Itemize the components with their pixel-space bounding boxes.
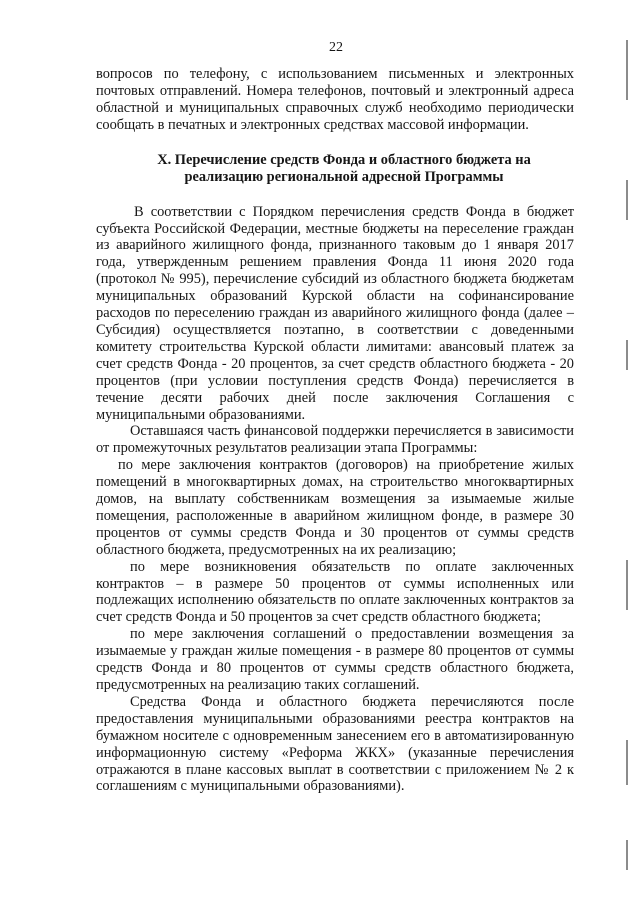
- paragraph-contracts-stage: по мере заключения контрактов (договоров) на приобретение жилых помещений в многоквартирных домах, на строительство многоквартирных домов, на выплату собственникам возмещения за изымаемые жилые помещения, расположенные в аварийном жилищном фонде, в размере 30 процентов от суммы средств Фонда и 30 процентов от суммы средств областного бюджета, предусмотренных на их реализацию;: [96, 457, 574, 558]
- intro-paragraph: вопросов по телефону, с использованием письменных и электронных почтовых отправлений. Номера телефонов, почтовый и электронный адреса областной и муниципальных справочных служб необходимо периодически сообщать в печатных и электронных средствах массовой информации.: [96, 66, 574, 133]
- section-heading: [96, 152, 574, 186]
- paragraph-obligations-stage: по мере возникновения обязательств по оплате заключенных контрактов – в размере 50 процентов от суммы исполненных или подлежащих исполнению обязательств по оплате заключенных контрактов за счет средств Фонда и 50 процентов за счет средств областного бюджета;: [96, 558, 574, 626]
- paragraph-transfer-procedure: В соответствии с Порядком перечисления средств Фонда в бюджет субъекта Российской Федерации, местные бюджеты на переселение граждан из аварийного жилищного фонда, признанного таковым до 1 января 2017 года, утвержденным решением правления Фонда 11 июня 2020 года (протокол № 995), перечисление субсидий из областного бюджета бюджетам муниципальных образований Курской области на софинансирование расходов по переселению граждан из аварийного жилищного фонда (далее – Субсидия) осуществляется поэтапно, в соответствии с доведенными комитету строительства Курской области лимитами: авансовый платеж за счет средств Фонда - 20 процентов, за счет средств областного бюджета - 20 процентов (при условии поступления средств Фонда) перечисляется в течение десяти рабочих дней после заключения Соглашения с муниципальными образованиями.: [96, 203, 574, 423]
- paragraph-remaining-support: Оставшаяся часть финансовой поддержки перечисляется в зависимости от промежуточных результатов реализации этапа Программы:: [96, 423, 574, 457]
- scan-mark: [626, 840, 628, 870]
- scan-margin-marks: [626, 40, 638, 870]
- document-body: [96, 66, 574, 795]
- scan-mark: [626, 180, 628, 220]
- section-heading-line-2: реализацию региональной адресной Программы: [184, 168, 504, 185]
- scan-mark: [626, 40, 628, 100]
- scan-mark: [626, 340, 628, 370]
- paragraph-compensation-stage: по мере заключения соглашений о предоставлении возмещения за изымаемые у граждан жилые помещения - в размере 80 процентов от суммы средств Фонда и 80 процентов от суммы средств областного бюджета, предусмотренных на реализацию таких соглашений.: [96, 626, 574, 693]
- section-heading-line-1: X. Перечисление средств Фонда и областного бюджета на: [157, 151, 531, 168]
- scan-mark: [626, 560, 628, 610]
- page-number: 22: [329, 40, 343, 55]
- scan-mark: [626, 740, 628, 785]
- paragraph-registry-submission: Средства Фонда и областного бюджета перечисляются после предоставления муниципальными образованиями реестра контрактов на бумажном носителе с одновременным занесением его в автоматизированную информационную систему «Реформа ЖКХ» (указанные перечисления отражаются в плане кассовых выплат в соответствии с приложением № 2 к соглашениям с муниципальными образованиями).: [96, 693, 574, 795]
